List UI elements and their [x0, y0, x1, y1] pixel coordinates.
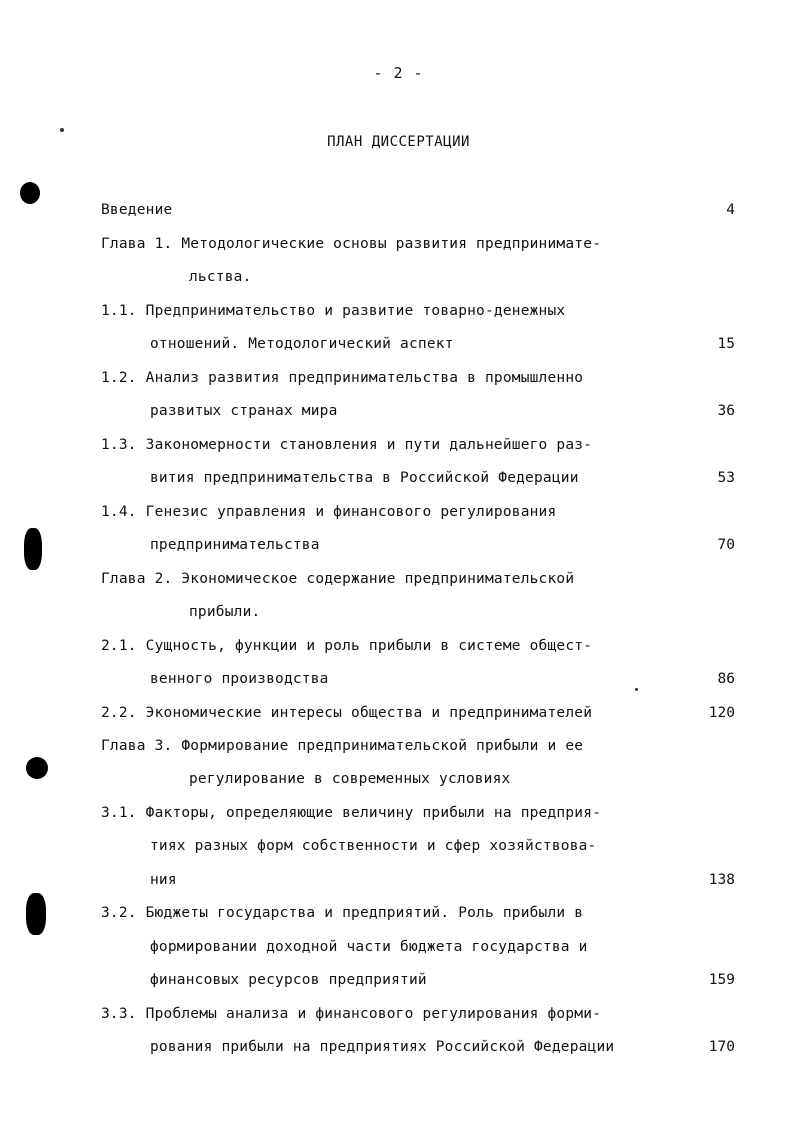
scan-speck [635, 688, 638, 691]
toc-line: регулирование в современных условиях [189, 771, 511, 787]
toc-line: 1.3. Закономерности становления и пути дальнейшего раз- [101, 437, 593, 453]
binder-hole-3 [26, 757, 48, 779]
toc-line: 1.4. Генезис управления и финансового регулирования [101, 504, 557, 520]
toc-line: отношений. Методологический аспект [150, 336, 454, 352]
toc-line: финансовых ресурсов предприятий [150, 972, 427, 988]
toc-page: 36 [717, 403, 735, 419]
toc-line: 2.2. Экономические интересы общества и предпринимателей [101, 705, 593, 721]
toc-page: 138 [708, 872, 735, 888]
toc-page: 70 [717, 537, 735, 553]
toc-line: предпринимательства [150, 537, 320, 553]
toc-line: 2.1. Сущность, функции и роль прибыли в системе общест- [101, 638, 593, 654]
binder-hole-1 [20, 182, 40, 204]
binder-hole-2 [24, 528, 42, 570]
toc-line: 1.1. Предпринимательство и развитие товарно-денежных [101, 303, 566, 319]
page-number: - 2 - [373, 64, 424, 82]
toc-line: развитых странах мира [150, 403, 338, 419]
toc-line: 3.1. Факторы, определяющие величину прибыли на предприя- [101, 805, 602, 821]
toc-page: 170 [708, 1039, 735, 1055]
toc-page: 120 [708, 705, 735, 721]
toc-line: 1.2. Анализ развития предпринимательства в промышленно [101, 370, 584, 386]
toc-page: 53 [717, 470, 735, 486]
toc-line: вития предпринимательства в Российской Федерации [150, 470, 579, 486]
toc-page: 15 [717, 336, 735, 352]
page-title: ПЛАН ДИССЕРТАЦИИ [327, 134, 470, 150]
toc-line: Глава 1. Методологические основы развития предпринимате- [101, 236, 602, 252]
toc-page: 4 [726, 202, 735, 218]
toc-line: рования прибыли на предприятиях Российской Федерации [150, 1039, 615, 1055]
toc-page: 159 [708, 972, 735, 988]
toc-page: 86 [717, 671, 735, 687]
toc-line: прибыли. [189, 604, 261, 620]
toc-line: 3.2. Бюджеты государства и предприятий. Роль прибыли в [101, 905, 584, 921]
toc-line: Глава 3. Формирование предпринимательской прибыли и ее [101, 738, 584, 754]
toc-line: Глава 2. Экономическое содержание предпринимательской [101, 571, 575, 587]
scan-speck [60, 128, 64, 132]
toc-line: формировании доходной части бюджета государства и [150, 939, 588, 955]
toc-line: ния [150, 872, 177, 888]
toc-line: венного производства [150, 671, 329, 687]
toc-line: тиях разных форм собственности и сфер хозяйствова- [150, 838, 597, 854]
toc-line: льства. [189, 269, 252, 285]
binder-hole-4 [26, 893, 46, 935]
toc-line: Введение [101, 202, 173, 218]
toc-line: 3.3. Проблемы анализа и финансового регулирования форми- [101, 1006, 602, 1022]
